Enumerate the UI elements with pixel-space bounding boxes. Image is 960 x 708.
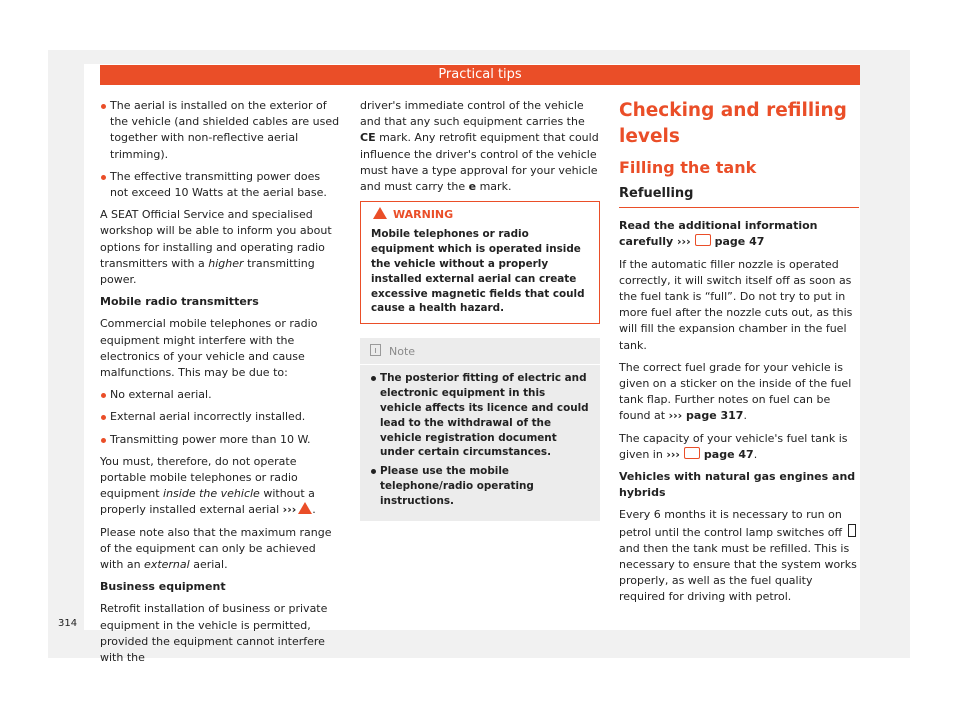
book-icon (684, 447, 700, 459)
bullet-item: The aerial is installed on the exterior of the vehicle (and shielded cables are used together with non-reflective aerial trimming). (100, 98, 340, 163)
column-2 (360, 98, 600, 521)
control-lamp-icon (848, 524, 856, 537)
cross-reference-link[interactable]: ››› (282, 503, 297, 517)
note-item: The posterior fitting of electric and electronic equipment in this vehicle affects its licence and could lead to the withdrawal of the vehicle registration document under certain circumstances. (370, 371, 590, 460)
section-heading: Mobile radio transmitters (100, 295, 259, 309)
note-title: Note (360, 338, 600, 365)
note-box (360, 338, 600, 520)
list-item: No external aerial. (100, 387, 340, 403)
book-icon (695, 234, 711, 246)
paragraph: driver's immediate control of the vehicle and that any such equipment carries the CE mark. Any retrofit equipment that could influence the driver's control of the vehicle must have a type approval for your vehicle and must carry the e mark. (360, 99, 599, 194)
paragraph: You must, therefore, do not operate portable mobile telephones or radio equipment inside the vehicle without a properly installed external aerial ››› . (100, 454, 316, 517)
paragraph: If the automatic filler nozzle is operated correctly, it will switch itself off as soon as the fuel tank is “full”. Do not try to put in more fuel after the nozzle cuts out, as this will fill the expansion chamber in the fuel tank. (619, 257, 853, 352)
info-icon (370, 344, 381, 356)
note-body (360, 365, 600, 520)
page-number: 314 (58, 618, 78, 629)
warning-icon (298, 502, 312, 514)
paragraph: Commercial mobile telephones or radio equipment might interfere with the electronics of your vehicle and cause malfunctions. This may be due to: (100, 317, 318, 380)
e-mark: e (468, 180, 477, 194)
warning-body: Mobile telephones or radio equipment which is operated inside the vehicle without a properly installed external aerial can create excessive magnetic fields that could cause a health hazard. (371, 228, 585, 315)
column-3 (619, 98, 859, 612)
warning-title: WARNING (361, 202, 599, 223)
paragraph: Retrofit installation of business or private equipment in the vehicle is permitted, provided the equipment cannot interfere with the (100, 602, 328, 665)
list-item: External aerial incorrectly installed. (100, 409, 340, 425)
section-title: Filling the tank (619, 158, 757, 177)
read-more: Read the additional information carefully ››› page 47 (619, 219, 818, 249)
page-header-banner: Practical tips (100, 65, 860, 85)
section-heading: Vehicles with natural gas engines and hybrids (619, 470, 856, 500)
paragraph: The capacity of your vehicle's fuel tank is given in ››› page 47. (619, 431, 848, 461)
warning-box (360, 201, 600, 324)
paragraph: The correct fuel grade for your vehicle is given on a sticker on the inside of the fuel tank flap. Further notes on fuel can be found at ››› page 317. (619, 360, 852, 423)
note-item: Please use the mobile telephone/radio operating instructions. (370, 464, 590, 508)
warning-icon (373, 207, 387, 219)
paragraph: Every 6 months it is necessary to run on petrol until the control lamp switches off and then the tank must be refilled. This is necessary to ensure that the system works properly, as well as the fuel quality required for driving with petrol. (619, 508, 857, 604)
page-reference-link[interactable]: page 47 (703, 447, 754, 461)
subsection-title: Refuelling (619, 186, 859, 208)
section-heading: Business equipment (100, 580, 226, 594)
list-item: Transmitting power more than 10 W. (100, 432, 340, 448)
paragraph: A SEAT Official Service and specialised workshop will be able to inform you about options for installing and operating radio transmitters with a higher transmitting power. (100, 208, 332, 287)
column-1 (100, 98, 340, 672)
page-reference-link[interactable]: page 47 (714, 235, 765, 249)
page-reference-link[interactable]: ››› page 317 (668, 409, 744, 423)
chapter-title: Checking and refilling levels (619, 100, 847, 147)
bullet-item: The effective transmitting power does not exceed 10 Watts at the aerial base. (100, 169, 340, 201)
paragraph: Please note also that the maximum range of the equipment can only be achieved with an external aerial. (100, 525, 332, 572)
ce-mark: CE (360, 131, 376, 145)
